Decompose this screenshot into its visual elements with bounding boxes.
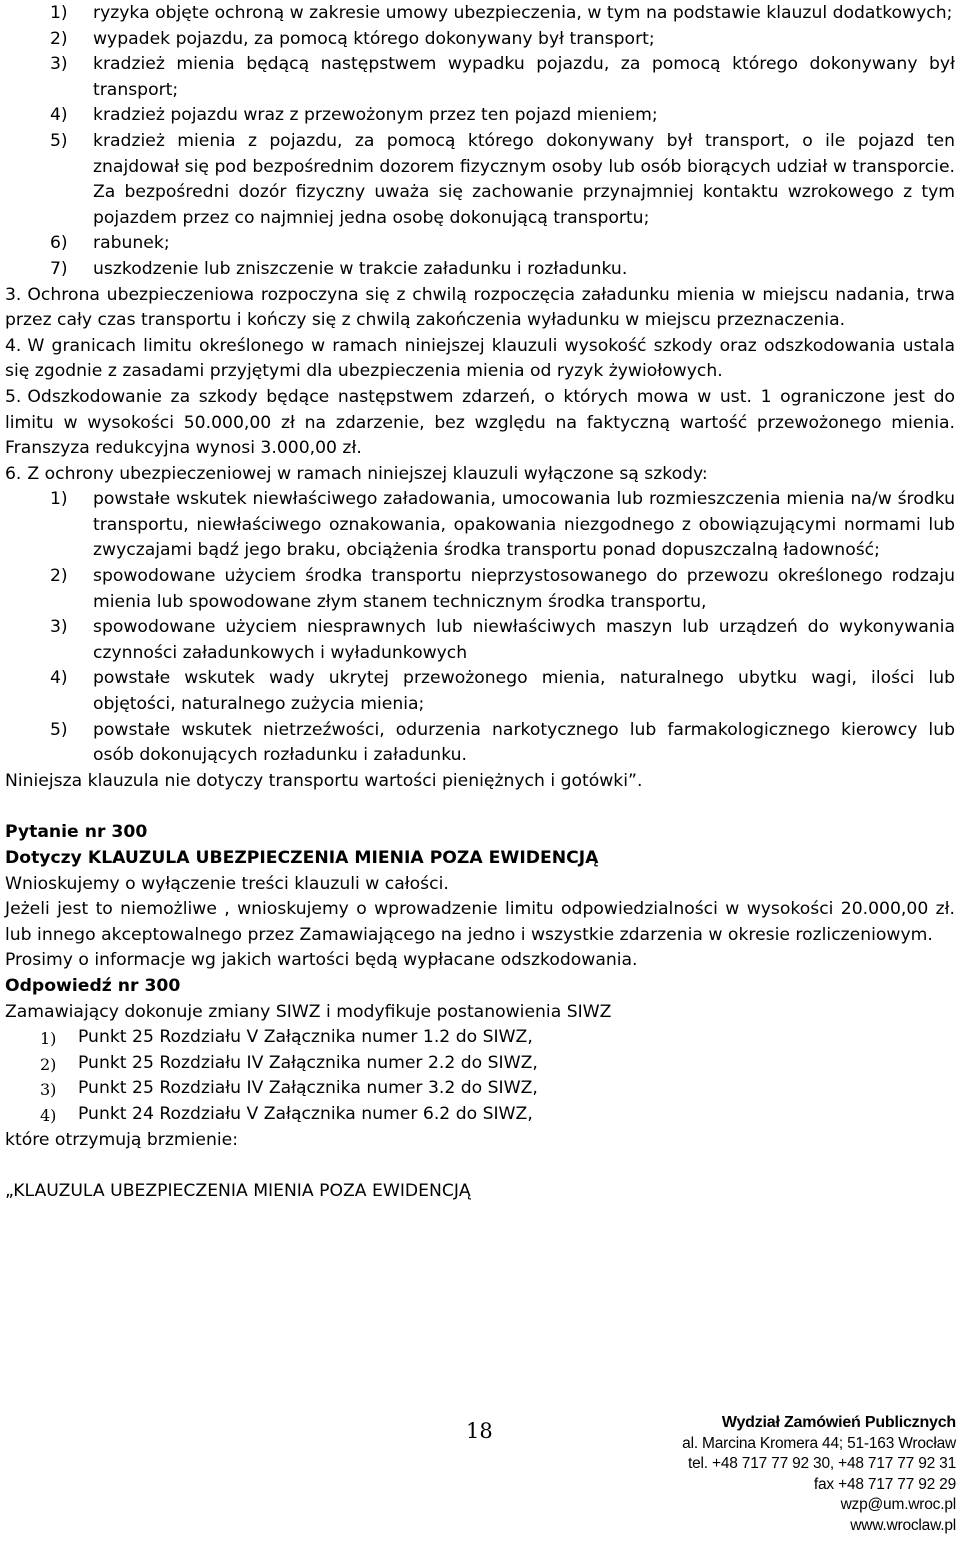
list-item (5, 257, 955, 283)
answer-heading: Odpowiedź nr 300 (5, 975, 181, 996)
list-item-text: powstałe wskutek wady ukrytej przewożonego mienia, naturalnego ubytku wagi, ilości lub objętości, naturalnego zużycia mienia; (93, 668, 955, 715)
list-item (5, 1051, 955, 1077)
list-item-number: 6) (50, 233, 68, 254)
footer-phone: tel. +48 717 77 92 30, +48 717 77 92 31 (688, 1455, 956, 1473)
exclusions-list (5, 487, 955, 769)
page-number: 18 (466, 1419, 493, 1443)
footer-fax: fax +48 717 77 92 29 (813, 1475, 956, 1493)
footer-address: al. Marcina Kromera 44; 51-163 Wrocław (682, 1434, 956, 1452)
list-item-text: spowodowane użyciem niesprawnych lub niewłaściwych maszyn lub urządzeń do wykonywania czynności załadunkowych i wyładunkowych (93, 617, 955, 663)
paragraph-6 (5, 462, 955, 488)
paragraph-number: 5. (5, 386, 22, 407)
list-item (5, 103, 955, 129)
paragraph-number: 6. (5, 463, 22, 484)
footer-contact-block (682, 1413, 956, 1537)
list-item (5, 1102, 955, 1128)
list-item-text: wypadek pojazdu, za pomocą którego dokonywany był transport; (93, 28, 655, 49)
paragraph-number: 4. (5, 335, 22, 356)
list-item-text: powstałe wskutek nietrzeźwości, odurzenia narkotycznego lub farmakologicznego kierowcy lub osób dokonujących rozładunku i załadunku. (93, 719, 955, 766)
paragraph-3 (5, 283, 955, 334)
clause-title: „KLAUZULA UBEZPIECZENIA MIENIA POZA EWIDENCJĄ (5, 1181, 471, 1202)
spacer (5, 1153, 955, 1179)
list-item (5, 52, 955, 103)
list-item-number: 3) (40, 1080, 57, 1100)
list-item-number: 5) (50, 130, 68, 151)
list-item (5, 1025, 955, 1051)
answer-intro: Zamawiający dokonuje zmiany SIWZ i modyfikuje postanowienia SIWZ (5, 1001, 612, 1022)
list-item-text: powstałe wskutek niewłaściwego załadowania, umocowania lub rozmieszczenia mienia na/w środku transportu, niewłaściwego oznakowania, opakowania niezgodnego z obowiązującymi normami lub zwyczajami bądź jego braku, obciążenia środka transportu ponad dopuszczalną ładowność; (93, 489, 955, 561)
footer-email: wzp@um.wroc.pl (840, 1496, 956, 1514)
list-item-number: 4) (50, 105, 68, 126)
list-item-text: Punkt 25 Rozdziału V Załącznika numer 1.2 do SIWZ, (78, 1027, 533, 1048)
list-item (5, 666, 955, 717)
list-item (5, 564, 955, 615)
list-item-number: 3) (50, 617, 68, 638)
list-item (5, 1, 955, 27)
list-item (5, 718, 955, 769)
list-item-number: 3) (50, 54, 68, 75)
list-item-text: spowodowane użyciem środka transportu nieprzystosowanego do przewozu określonego rodzaju mienia lub spowodowane złym stanem technicznym środka transportu, (93, 566, 955, 612)
list-item (5, 487, 955, 564)
paragraph-text: Ochrona ubezpieczeniowa rozpoczyna się z chwilą rozpoczęcia załadunku mienia w miejscu nadania, trwa przez cały czas transportu i kończy się z chwilą zakończenia wyładunku w miejscu przeznaczenia. (5, 284, 955, 331)
covered-risks-list (5, 1, 955, 283)
list-item-number: 4) (50, 668, 68, 689)
list-item (5, 129, 955, 231)
footer-website: www.wroclaw.pl (850, 1516, 956, 1534)
list-item-text: Punkt 25 Rozdziału IV Załącznika numer 3.2 do SIWZ, (78, 1078, 538, 1099)
question-heading: Pytanie nr 300 (5, 822, 148, 843)
list-item-text: Punkt 25 Rozdziału IV Załącznika numer 2.2 do SIWZ, (78, 1052, 538, 1073)
list-item-number: 2) (50, 566, 68, 587)
list-item-number: 1) (50, 3, 68, 23)
list-item-text: kradzież pojazdu wraz z przewożonym przez ten pojazd mieniem; (93, 105, 658, 126)
list-item-number: 5) (50, 719, 68, 740)
list-item-number: 1) (40, 1029, 57, 1049)
list-item-number: 4) (40, 1105, 57, 1125)
list-item-number: 2) (40, 1054, 57, 1074)
paragraph-number: 3. (5, 284, 22, 305)
list-item-number: 1) (50, 489, 68, 510)
list-item (5, 1076, 955, 1102)
paragraph-4 (5, 334, 955, 385)
question-subject: Dotyczy KLAUZULA UBEZPIECZENIA MIENIA POZA EWIDENCJĄ (5, 848, 599, 868)
list-item (5, 27, 955, 53)
list-item-text: kradzież mienia z pojazdu, za pomocą którego dokonywany był transport, o ile pojazd ten znajdował się pod bezpośrednim dozorem fizycznym osoby lub osób biorących udział w transporcie. Za bezpośredni dozór fizyczny uważa się zachowanie przynajmniej kontaktu wzrokowego z tym pojazdem przez co najmniej jedna osobę dokonującą transportu; (93, 130, 955, 228)
answer-outro: które otrzymują brzmienie: (5, 1129, 238, 1150)
list-item-number: 2) (50, 28, 68, 49)
list-item-number: 7) (50, 258, 68, 279)
list-item-text: rabunek; (93, 233, 170, 254)
paragraph-text: W granicach limitu określonego w ramach niniejszej klauzuli wysokość szkody oraz odszkodowania ustala się zgodnie z zasadami przyjętymi dla ubezpieczenia mienia od ryzyk żywiołowych. (5, 335, 955, 382)
spacer (5, 794, 955, 820)
list-item-text: kradzież mienia będącą następstwem wypadku pojazdu, za pomocą którego dokonywany był transport; (93, 54, 955, 100)
amended-sections-list (5, 1025, 955, 1127)
question-line: Wnioskujemy o wyłączenie treści klauzuli w całości. (5, 873, 449, 894)
paragraph-text: Odszkodowanie za szkody będące następstwem zdarzeń, o których mowa w ust. 1 ograniczone jest do limitu w wysokości 50.000,00 zł na zdarzenie, bez względu na faktyczną wartość przewożonego mienia. Franszyza redukcyjna wynosi 3.000,00 zł. (5, 386, 955, 459)
paragraph-text: Z ochrony ubezpieczeniowej w ramach niniejszej klauzuli wyłączone są szkody: (27, 463, 708, 484)
list-item-text: ryzyka objęte ochroną w zakresie umowy ubezpieczenia, w tym na podstawie klauzul dodatkowych; (93, 3, 953, 23)
question-line: Jeżeli jest to niemożliwe , wnioskujemy o wprowadzenie limitu odpowiedzialności w wysokości 20.000,00 zł. lub innego akceptowalnego przez Zamawiającego na jedno i wszystkie zdarzenia w okresie rozliczeniowym. (5, 899, 955, 945)
list-item (5, 231, 955, 257)
list-item-text: Punkt 24 Rozdziału V Załącznika numer 6.2 do SIWZ, (78, 1103, 533, 1124)
list-item-text: uszkodzenie lub zniszczenie w trakcie załadunku i rozładunku. (93, 258, 628, 279)
footer-organization: Wydział Zamówień Publicznych (721, 1414, 956, 1431)
list-item (5, 615, 955, 666)
document-body (5, 1, 955, 1205)
closing-note: Niniejsza klauzula nie dotyczy transportu wartości pieniężnych i gotówki”. (5, 770, 643, 791)
question-line: Prosimy o informacje wg jakich wartości będą wypłacane odszkodowania. (5, 950, 638, 971)
paragraph-5 (5, 385, 955, 462)
